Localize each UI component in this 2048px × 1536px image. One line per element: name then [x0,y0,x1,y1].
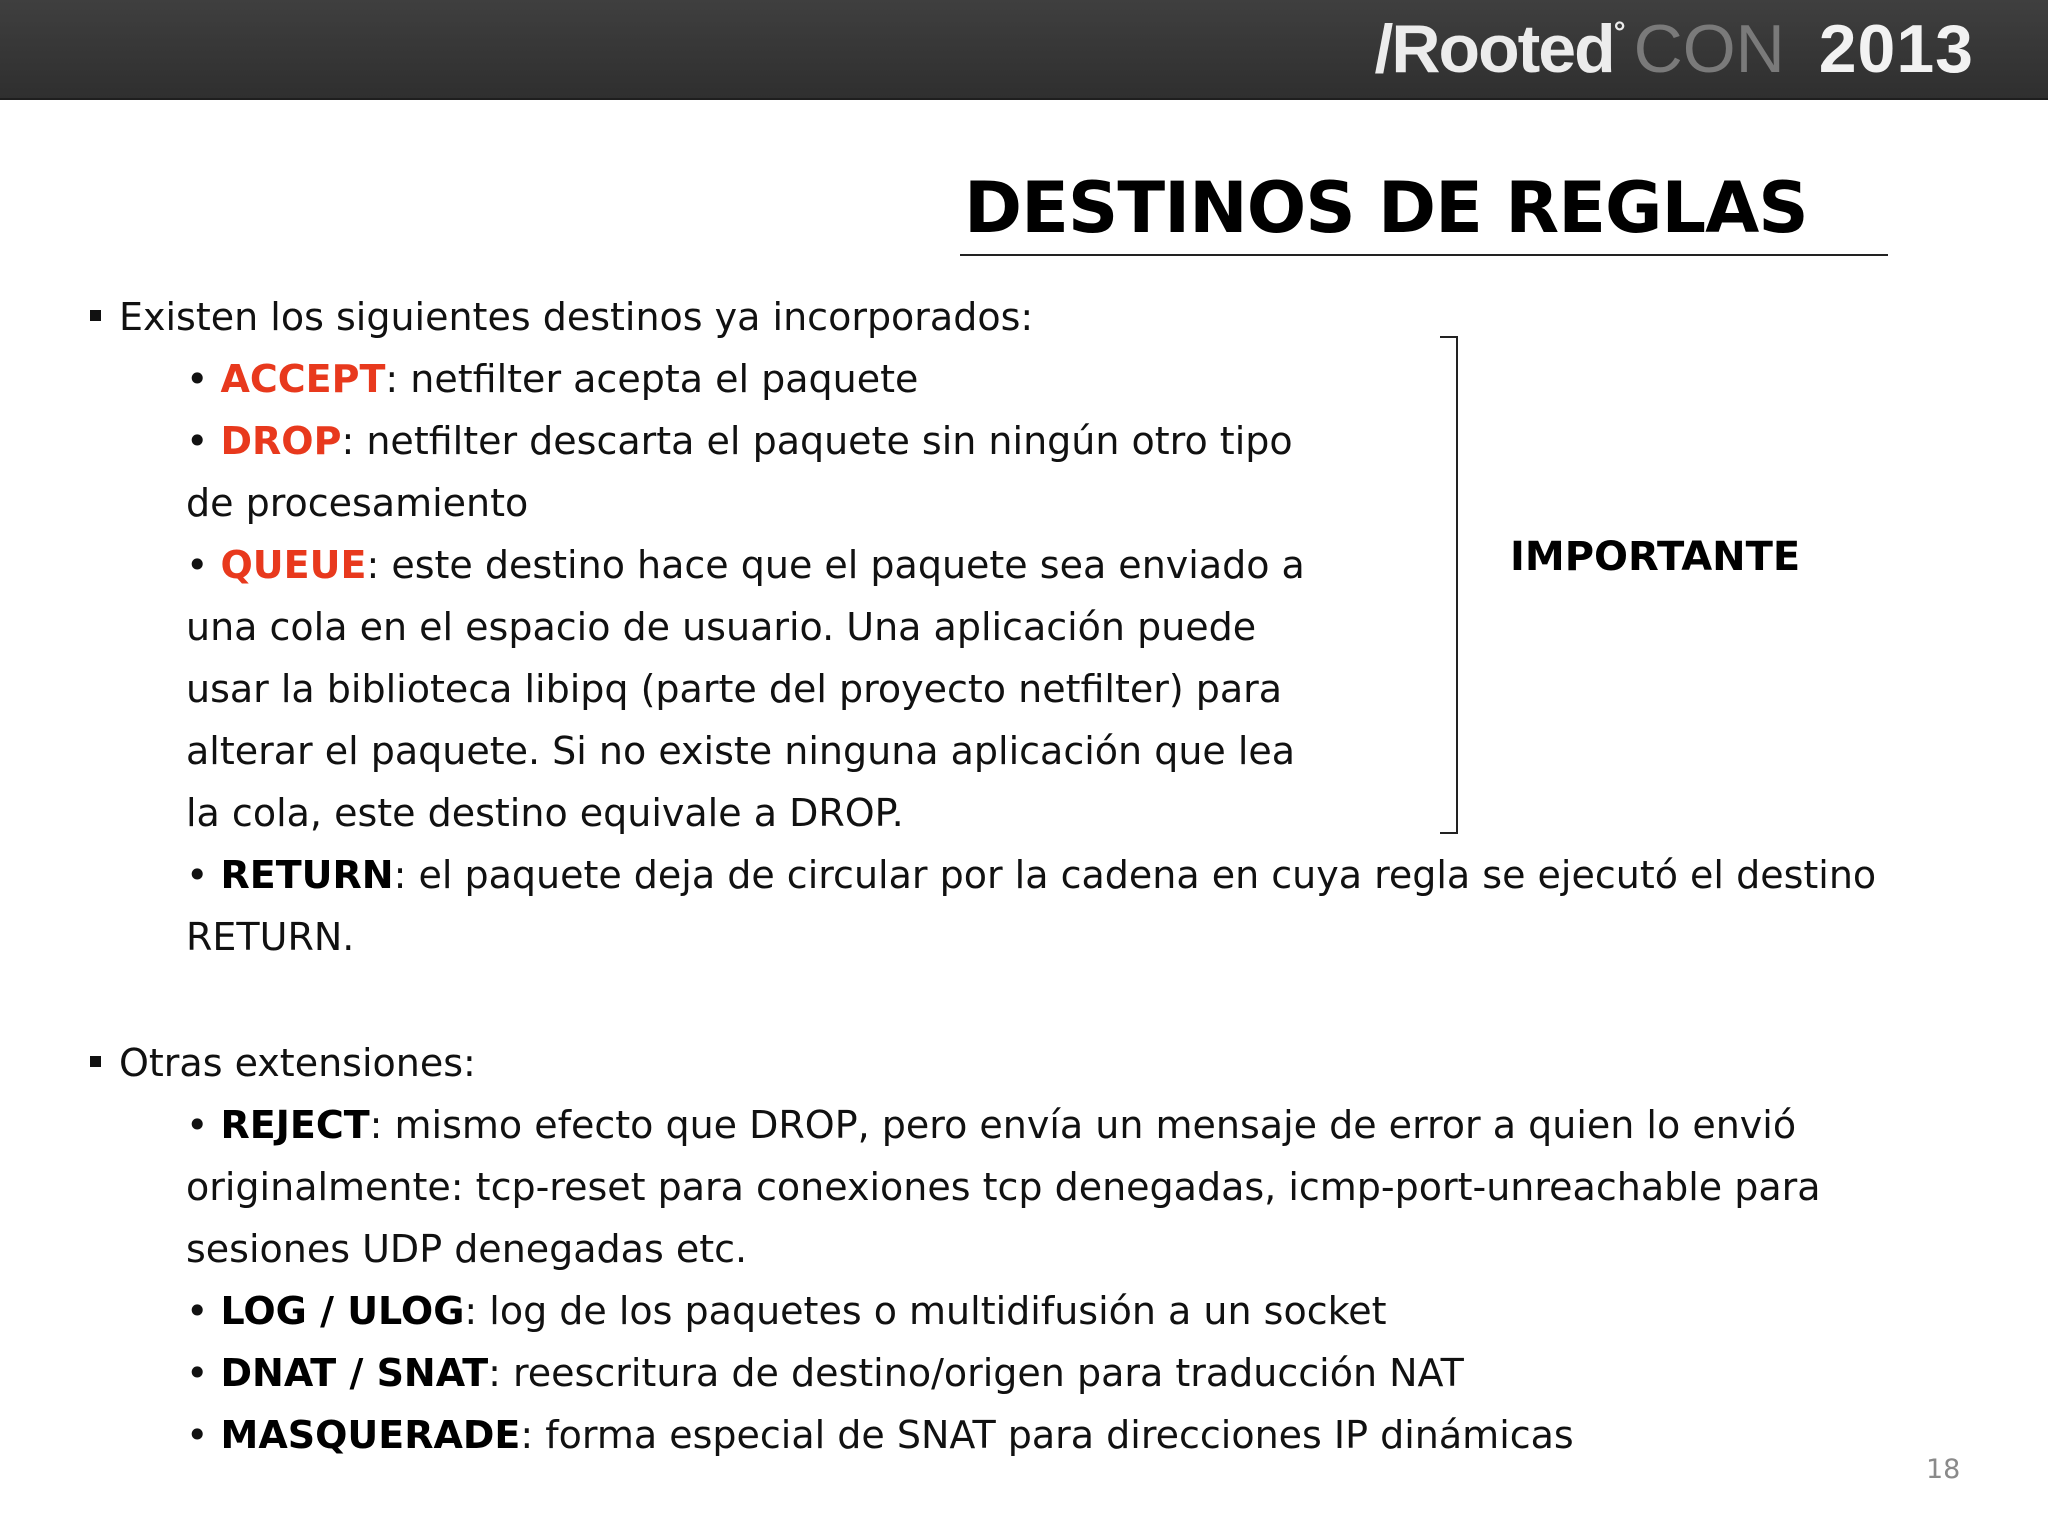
reject-item [186,1094,1796,1156]
drop-item [186,410,1293,472]
nat-item [186,1342,1464,1404]
logo-year-text: 2013 [1818,11,1974,87]
section2-intro: Otras extensiones: [119,1041,476,1085]
accept-item [186,348,918,410]
return-keyword: RETURN [220,853,394,897]
logo-con-text: CON [1633,11,1785,87]
queue-item [186,534,1305,596]
page-number: 18 [1926,1454,1961,1485]
masquerade-item [186,1404,1574,1466]
log-item [186,1280,1387,1342]
logo-rooted-text: /Rooted [1374,11,1614,87]
logo-registered-icon: ° [1613,16,1624,49]
title-underline [960,254,1888,256]
reject-text-continued-2: sesiones UDP denegadas etc. [186,1227,748,1271]
bullet-dot-icon: • [186,1351,221,1395]
drop-text-continued: de procesamiento [186,481,529,525]
queue-text-continued-1: una cola en el espacio de usuario. Una aplicación puede [186,605,1257,649]
queue-text: : este destino hace que el paquete sea enviado a [366,543,1305,587]
header-bar [0,0,2048,100]
log-keyword: LOG / ULOG [220,1289,465,1333]
return-text: : el paquete deja de circular por la cadena en cuya regla se ejecutó el destino [393,853,1877,897]
bullet-dot-icon: • [186,853,221,897]
section1-intro: Existen los siguientes destinos ya incorporados: [119,295,1034,339]
section2-intro-line [90,1032,476,1094]
rootedcon-logo [1375,8,1974,90]
square-bullet-icon [90,310,101,321]
square-bullet-icon [90,1056,101,1067]
masquerade-keyword: MASQUERADE [220,1413,521,1457]
queue-keyword: QUEUE [220,543,367,587]
return-item [186,844,1876,906]
reject-text: : mismo efecto que DROP, pero envía un mensaje de error a quien lo envió [369,1103,1797,1147]
queue-text-continued-3: alterar el paquete. Si no existe ninguna aplicación que lea [186,729,1296,773]
bullet-dot-icon: • [186,1289,221,1333]
bullet-dot-icon: • [186,1413,221,1457]
masquerade-text: : forma especial de SNAT para direcciones IP dinámicas [520,1413,1574,1457]
slide-title: DESTINOS DE REGLAS [964,167,1808,249]
nat-text: : reescritura de destino/origen para traducción NAT [488,1351,1464,1395]
reject-text-continued-1: originalmente: tcp-reset para conexiones tcp denegadas, icmp-port-unreachable para [186,1165,1821,1209]
queue-text-continued-2: usar la biblioteca libipq (parte del proyecto netfilter) para [186,667,1283,711]
reject-keyword: REJECT [220,1103,370,1147]
nat-keyword: DNAT / SNAT [220,1351,489,1395]
bullet-dot-icon: • [186,357,221,401]
return-text-continued: RETURN. [186,915,355,959]
accept-keyword: ACCEPT [220,357,386,401]
drop-text: : netfilter descarta el paquete sin ningún otro tipo [341,419,1293,463]
log-text: : log de los paquetes o multidifusión a un socket [464,1289,1387,1333]
queue-text-continued-4: la cola, este destino equivale a DROP. [186,791,904,835]
bullet-dot-icon: • [186,543,221,587]
drop-keyword: DROP [220,419,342,463]
bullet-dot-icon: • [186,1103,221,1147]
section1-intro-line [90,286,1033,348]
right-bracket [1440,336,1458,834]
important-label: IMPORTANTE [1510,534,1801,580]
accept-text: : netfilter acepta el paquete [385,357,919,401]
bullet-dot-icon: • [186,419,221,463]
